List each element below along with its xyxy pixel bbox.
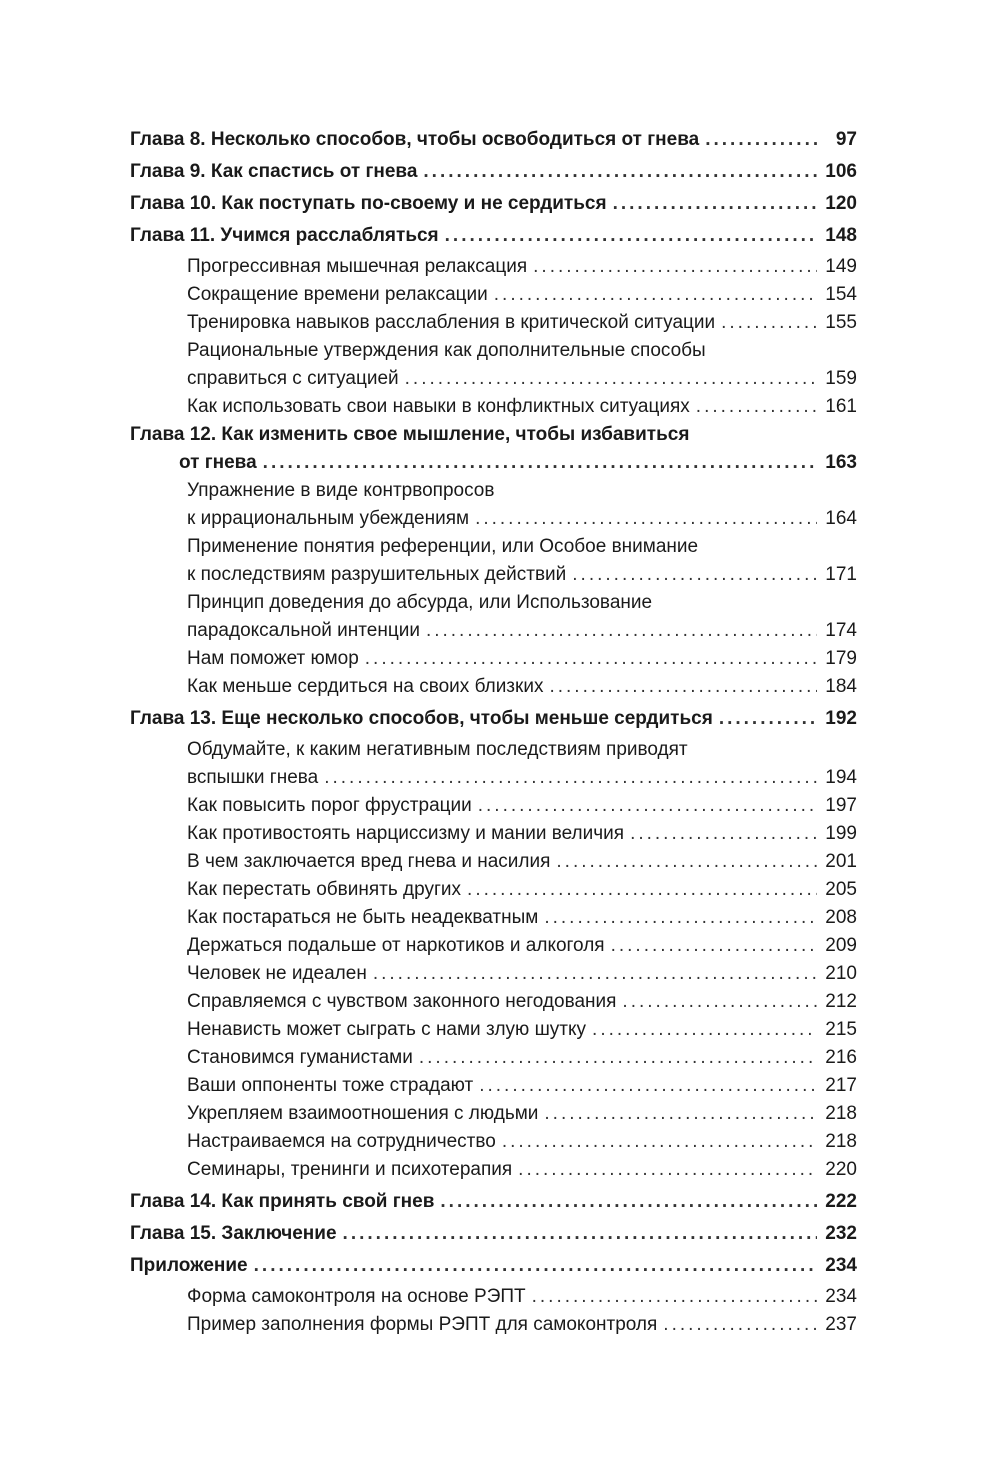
toc-subentry bbox=[130, 848, 857, 876]
toc-subentry bbox=[130, 365, 857, 393]
toc-dot-leader bbox=[475, 505, 817, 533]
toc-page-number: 161 bbox=[825, 396, 857, 417]
toc-entry-title: к последствиям разрушительных действий bbox=[187, 564, 567, 585]
toc-dot-leader bbox=[445, 221, 817, 250]
toc-dot-leader bbox=[533, 253, 817, 281]
toc-entry-title: Становимся гуманистами bbox=[187, 1047, 413, 1068]
toc-entry-title: Глава 13. Еще несколько способов, чтобы меньше сердиться bbox=[130, 708, 713, 729]
toc-page-number: 171 bbox=[825, 564, 857, 585]
toc-dot-leader bbox=[721, 309, 817, 337]
toc-page-number: 205 bbox=[825, 879, 857, 900]
toc-chapter-entry bbox=[130, 421, 857, 449]
toc-entry-title: Как повысить порог фрустрации bbox=[187, 795, 472, 816]
toc-dot-leader bbox=[663, 1311, 817, 1339]
toc-entry-title: Нам поможет юмор bbox=[187, 648, 359, 669]
toc-dot-leader bbox=[254, 1251, 817, 1280]
toc-page-number: 163 bbox=[825, 452, 857, 473]
toc-page-number: 217 bbox=[825, 1075, 857, 1096]
toc-entry-title: Приложение bbox=[130, 1255, 248, 1276]
toc-entry-title: Прогрессивная мышечная релаксация bbox=[187, 256, 528, 277]
toc-dot-leader bbox=[630, 820, 817, 848]
toc-entry-title: Принцип доведения до абсурда, или Использование bbox=[187, 592, 653, 613]
toc-chapter-entry bbox=[130, 704, 857, 733]
toc-subentry bbox=[130, 876, 857, 904]
toc-dot-leader bbox=[419, 1044, 817, 1072]
toc-entry-title: Тренировка навыков расслабления в критической ситуации bbox=[187, 312, 716, 333]
toc-chapter-entry bbox=[130, 125, 857, 154]
toc-chapter-entry bbox=[130, 449, 857, 477]
toc-page-number: 199 bbox=[825, 823, 857, 844]
toc-subentry bbox=[130, 561, 857, 589]
toc-page-number: 201 bbox=[825, 851, 857, 872]
toc-page-number: 234 bbox=[825, 1286, 857, 1307]
toc-page-number: 179 bbox=[825, 648, 857, 669]
toc-subentry bbox=[130, 1044, 857, 1072]
toc-subentry bbox=[130, 1016, 857, 1044]
toc-subentry bbox=[130, 309, 857, 337]
toc-dot-leader bbox=[440, 1187, 817, 1216]
toc-dot-leader bbox=[502, 1128, 817, 1156]
toc-dot-leader bbox=[719, 704, 817, 733]
toc-entry-title: Настраиваемся на сотрудничество bbox=[187, 1131, 496, 1152]
toc-dot-leader bbox=[479, 1072, 817, 1100]
toc-subentry bbox=[130, 1283, 857, 1311]
toc-subentry bbox=[130, 1072, 857, 1100]
toc-subentry bbox=[130, 477, 857, 505]
toc-dot-leader bbox=[324, 764, 817, 792]
toc-subentry bbox=[130, 337, 857, 365]
toc-page-number: 209 bbox=[825, 935, 857, 956]
toc-page-number: 164 bbox=[825, 508, 857, 529]
toc-dot-leader bbox=[705, 125, 817, 154]
toc-page-number: 210 bbox=[825, 963, 857, 984]
toc-dot-leader bbox=[478, 792, 817, 820]
toc-dot-leader bbox=[263, 449, 817, 477]
toc-page-number: 159 bbox=[825, 368, 857, 389]
toc-entry-title: Рациональные утверждения как дополнительные способы bbox=[187, 340, 706, 361]
toc-page-number: 97 bbox=[835, 129, 857, 150]
toc-subentry bbox=[130, 1100, 857, 1128]
toc-dot-leader bbox=[365, 645, 817, 673]
toc-subentry bbox=[130, 736, 857, 764]
toc-entry-title: Пример заполнения формы РЭПТ для самоконтроля bbox=[187, 1314, 658, 1335]
toc-entry-title: Глава 15. Заключение bbox=[130, 1223, 337, 1244]
toc-page-number: 154 bbox=[825, 284, 857, 305]
toc-dot-leader bbox=[373, 960, 817, 988]
toc-entry-title: Глава 8. Несколько способов, чтобы освободиться от гнева bbox=[130, 129, 700, 150]
toc-page-number: 194 bbox=[825, 767, 857, 788]
toc-entry-title: Как меньше сердиться на своих близких bbox=[187, 676, 544, 697]
toc-subentry bbox=[130, 589, 857, 617]
toc-entry-title: справиться с ситуацией bbox=[187, 368, 399, 389]
toc-entry-title: Как противостоять нарциссизму и мании величия bbox=[187, 823, 625, 844]
toc-entry-title: Как перестать обвинять других bbox=[187, 879, 462, 900]
toc-dot-leader bbox=[613, 189, 817, 218]
toc-dot-leader bbox=[611, 932, 817, 960]
toc-subentry bbox=[130, 988, 857, 1016]
toc-subentry bbox=[130, 533, 857, 561]
toc-subentry bbox=[130, 645, 857, 673]
table-of-contents bbox=[130, 122, 857, 1339]
toc-entry-title: Глава 14. Как принять свой гнев bbox=[130, 1191, 435, 1212]
toc-dot-leader bbox=[592, 1016, 817, 1044]
toc-entry-title: вспышки гнева bbox=[187, 767, 319, 788]
toc-page-number: 237 bbox=[825, 1314, 857, 1335]
toc-page-number: 215 bbox=[825, 1019, 857, 1040]
toc-page-number: 218 bbox=[825, 1103, 857, 1124]
toc-page-number: 218 bbox=[825, 1131, 857, 1152]
toc-dot-leader bbox=[405, 365, 817, 393]
toc-dot-leader bbox=[544, 1100, 817, 1128]
toc-entry-title: Как постараться не быть неадекватным bbox=[187, 907, 539, 928]
toc-page-number: 184 bbox=[825, 676, 857, 697]
toc-subentry bbox=[130, 904, 857, 932]
toc-entry-title: Сокращение времени релаксации bbox=[187, 284, 488, 305]
toc-subentry bbox=[130, 1128, 857, 1156]
toc-entry-title: Укрепляем взаимоотношения с людьми bbox=[187, 1103, 539, 1124]
toc-entry-title: Как использовать свои навыки в конфликтных ситуациях bbox=[187, 396, 690, 417]
toc-dot-leader bbox=[494, 281, 817, 309]
toc-entry-title: парадоксальной интенции bbox=[187, 620, 420, 641]
toc-dot-leader bbox=[426, 617, 817, 645]
toc-page-number: 106 bbox=[825, 161, 857, 182]
toc-entry-title: В чем заключается вред гнева и насилия bbox=[187, 851, 551, 872]
toc-page-number: 155 bbox=[825, 312, 857, 333]
toc-dot-leader bbox=[467, 876, 817, 904]
toc-page-number: 216 bbox=[825, 1047, 857, 1068]
toc-entry-title: Человек не идеален bbox=[187, 963, 367, 984]
toc-subentry bbox=[130, 281, 857, 309]
toc-dot-leader bbox=[549, 673, 817, 701]
toc-dot-leader bbox=[518, 1156, 817, 1184]
toc-dot-leader bbox=[572, 561, 817, 589]
toc-entry-title: Применение понятия референции, или Особое внимание bbox=[187, 536, 699, 557]
toc-entry-title: Упражнение в виде контрвопросов bbox=[187, 480, 495, 501]
toc-page-number: 234 bbox=[825, 1255, 857, 1276]
toc-entry-title: Глава 11. Учимся расслабляться bbox=[130, 225, 439, 246]
toc-subentry bbox=[130, 1311, 857, 1339]
toc-page-number: 220 bbox=[825, 1159, 857, 1180]
toc-chapter-entry bbox=[130, 221, 857, 250]
toc-chapter-entry bbox=[130, 189, 857, 218]
toc-chapter-entry bbox=[130, 1251, 857, 1280]
toc-entry-title: Справляемся с чувством законного негодования bbox=[187, 991, 617, 1012]
toc-entry-title: Ненависть может сыграть с нами злую шутку bbox=[187, 1019, 587, 1040]
toc-entry-title: от гнева bbox=[179, 452, 257, 473]
toc-subentry bbox=[130, 673, 857, 701]
toc-dot-leader bbox=[622, 988, 817, 1016]
toc-page-number: 174 bbox=[825, 620, 857, 641]
toc-dot-leader bbox=[544, 904, 817, 932]
toc-entry-title: Глава 9. Как спастись от гнева bbox=[130, 161, 418, 182]
toc-dot-leader bbox=[423, 157, 817, 186]
toc-entry-title: Глава 12. Как изменить свое мышление, чтобы избавиться bbox=[130, 424, 690, 445]
toc-entry-title: Держаться подальше от наркотиков и алкоголя bbox=[187, 935, 605, 956]
toc-entry-title: к иррациональным убеждениям bbox=[187, 508, 470, 529]
toc-page-number: 148 bbox=[825, 225, 857, 246]
toc-page-number: 232 bbox=[825, 1223, 857, 1244]
toc-entry-title: Ваши оппоненты тоже страдают bbox=[187, 1075, 474, 1096]
toc-subentry bbox=[130, 253, 857, 281]
toc-subentry bbox=[130, 764, 857, 792]
toc-chapter-entry bbox=[130, 1219, 857, 1248]
toc-entry-title: Форма самоконтроля на основе РЭПТ bbox=[187, 1286, 526, 1307]
toc-dot-leader bbox=[556, 848, 817, 876]
toc-subentry bbox=[130, 820, 857, 848]
toc-dot-leader bbox=[532, 1283, 817, 1311]
toc-subentry bbox=[130, 960, 857, 988]
toc-entry-title: Семинары, тренинги и психотерапия bbox=[187, 1159, 513, 1180]
toc-subentry bbox=[130, 792, 857, 820]
toc-subentry bbox=[130, 505, 857, 533]
toc-entry-title: Глава 10. Как поступать по-своему и не сердиться bbox=[130, 193, 607, 214]
toc-subentry bbox=[130, 617, 857, 645]
toc-subentry bbox=[130, 393, 857, 421]
toc-page-number: 149 bbox=[825, 256, 857, 277]
toc-chapter-entry bbox=[130, 157, 857, 186]
toc-entry-title: Обдумайте, к каким негативным последствиям приводят bbox=[187, 739, 688, 760]
toc-page-number: 208 bbox=[825, 907, 857, 928]
toc-page-number: 222 bbox=[825, 1191, 857, 1212]
toc-chapter-entry bbox=[130, 1187, 857, 1216]
toc-dot-leader bbox=[696, 393, 817, 421]
toc-page-number: 120 bbox=[825, 193, 857, 214]
toc-subentry bbox=[130, 1156, 857, 1184]
toc-dot-leader bbox=[343, 1219, 817, 1248]
toc-page-number: 197 bbox=[825, 795, 857, 816]
toc-page-number: 192 bbox=[825, 708, 857, 729]
toc-page-number: 212 bbox=[825, 991, 857, 1012]
toc-subentry bbox=[130, 932, 857, 960]
